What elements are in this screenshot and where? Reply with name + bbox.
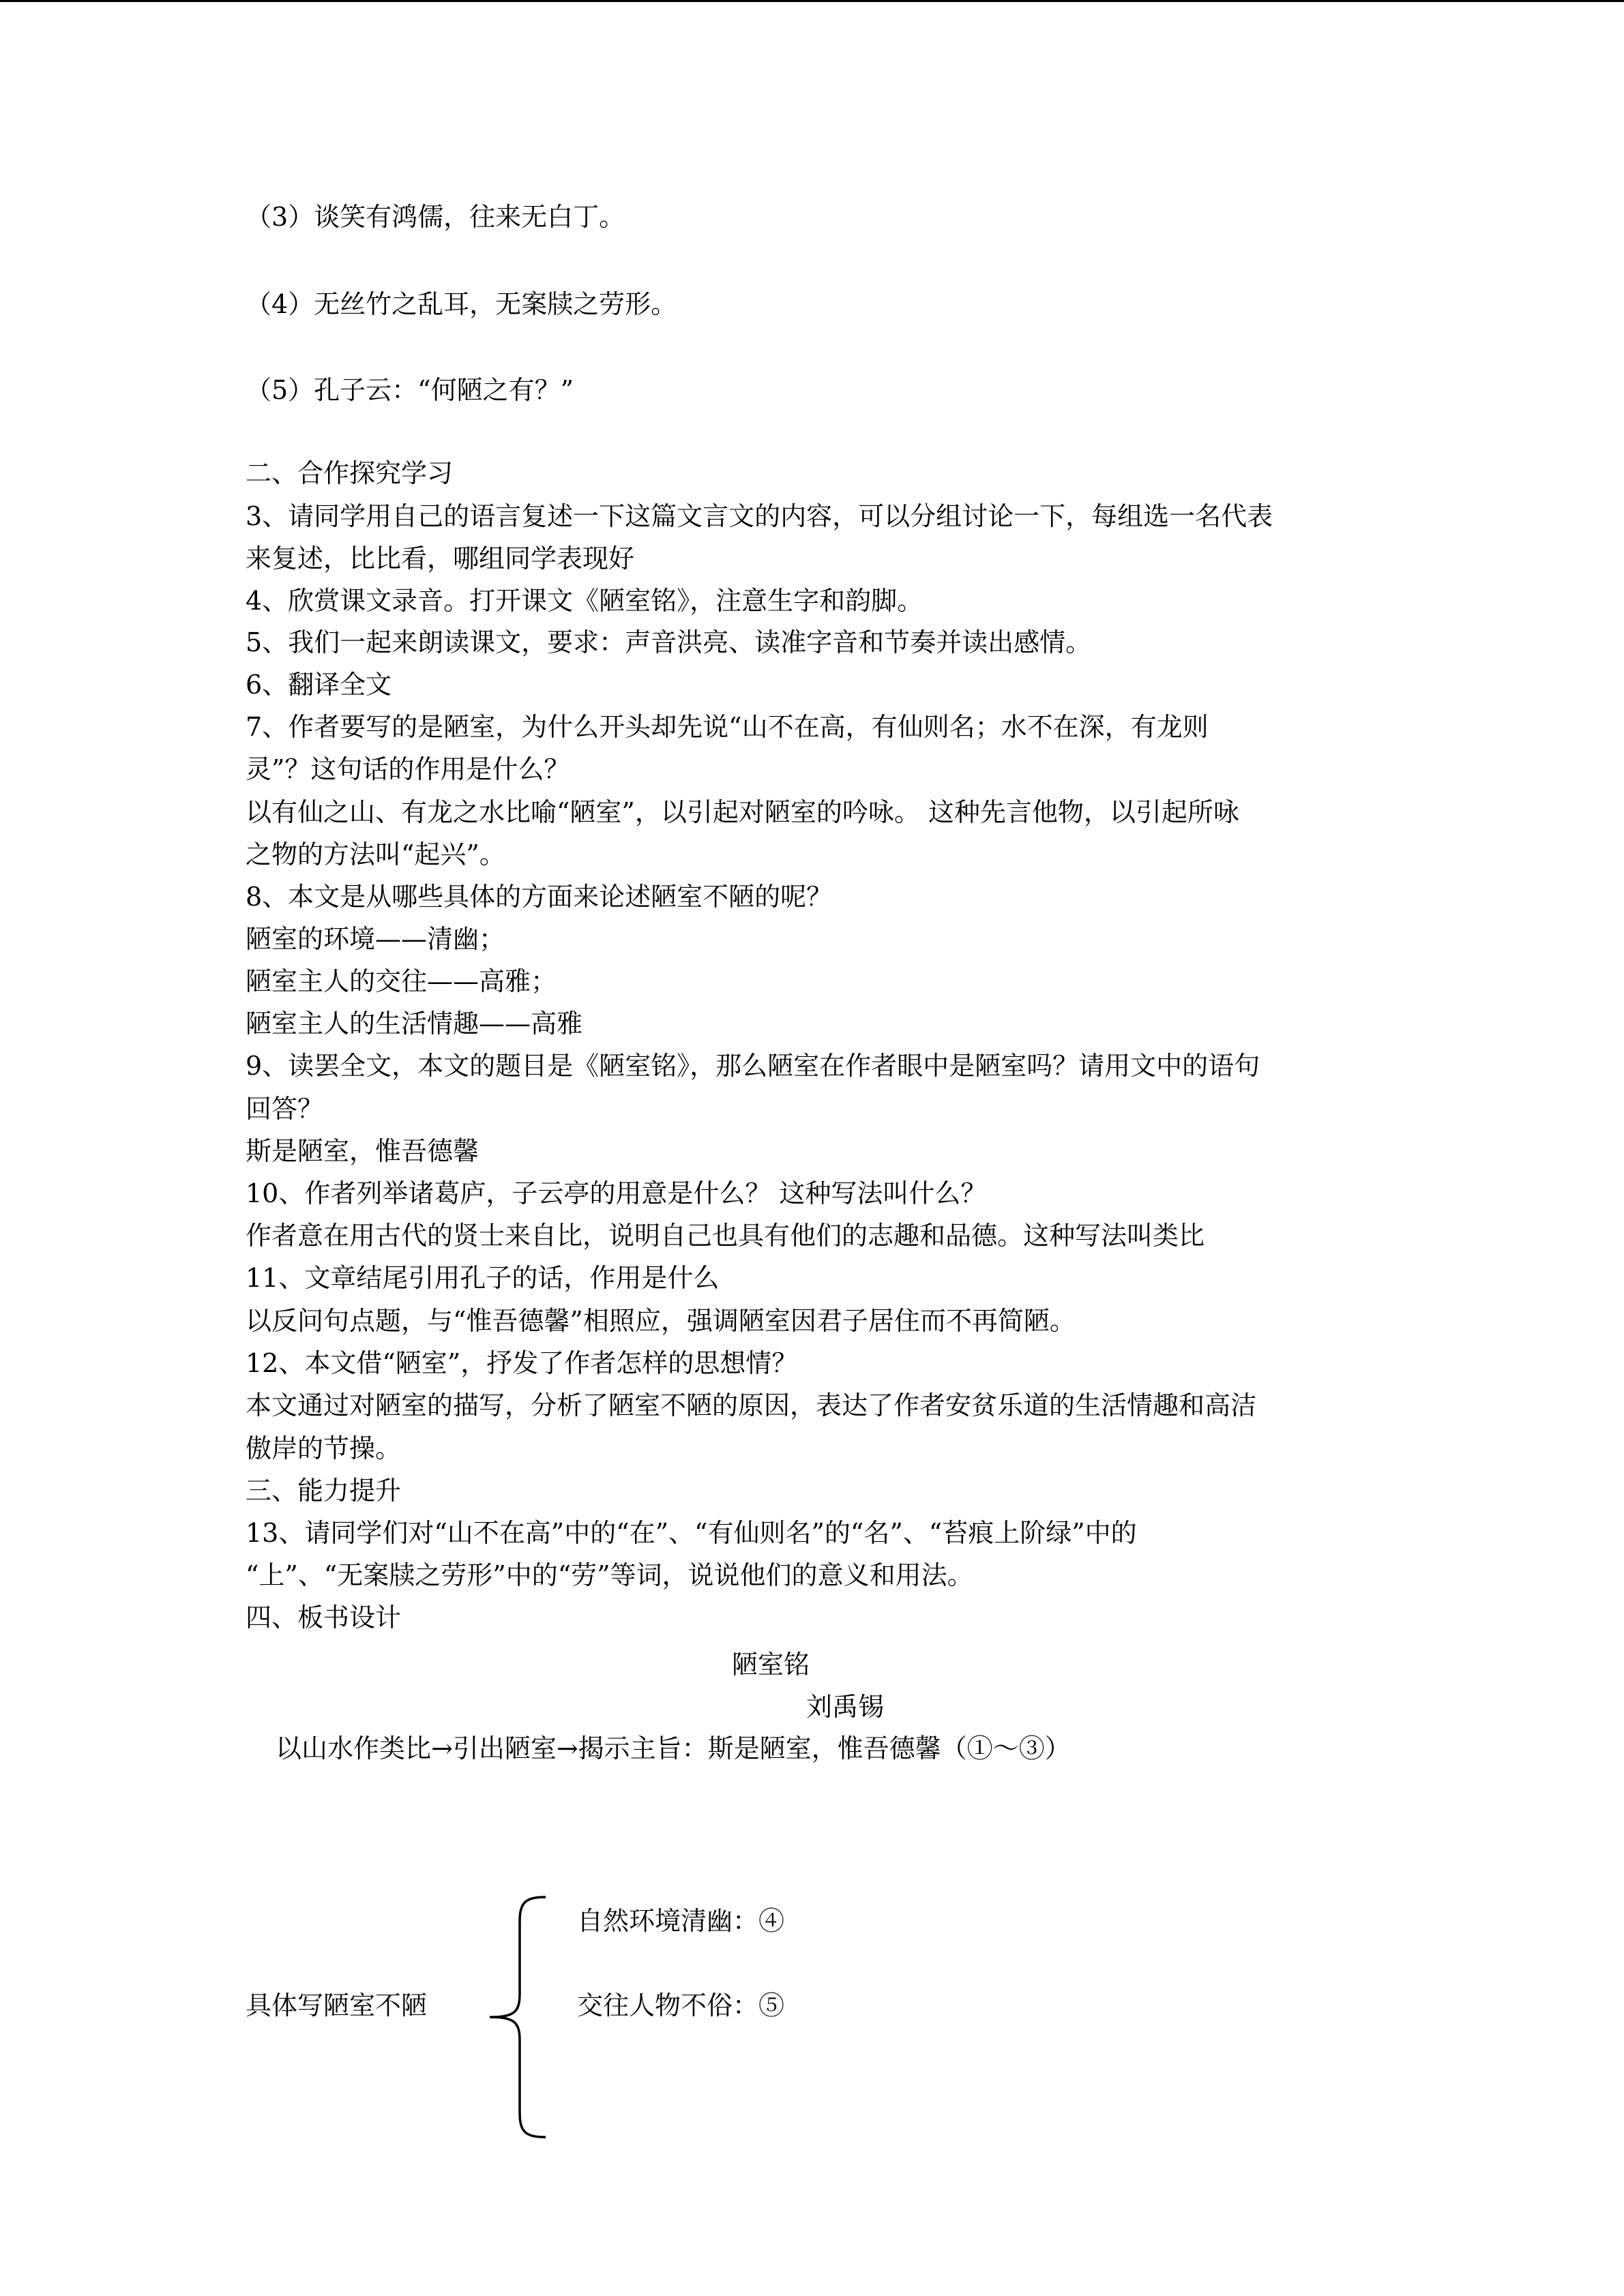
text-line: 陋室主人的生活情趣——高雅 [246,1009,583,1039]
section-heading-4: 四、板书设计 [246,1602,402,1632]
text-line: 8、本文是从哪些具体的方面来论述陋室不陋的呢？ [246,882,833,912]
curly-brace [477,1894,552,2140]
board-flow: 以山水作类比→引出陋室→揭示主旨：斯是陋室，惟吾德馨（①～③） [276,1733,1071,1763]
exercise-5: （5）孔子云：“何陋之有？” [246,375,574,405]
text-line: 5、我们一起来朗读课文，要求：声音洪亮、读准字音和节奏并读出感情。 [246,627,1092,657]
text-line: 陋室主人的交往——高雅； [246,966,557,996]
text-line: 9、读罢全文，本文的题目是《陋室铭》，那么陋室在作者眼中是陋室吗？请用文中的语句 [246,1051,1260,1081]
text-line: 3、请同学用自己的语言复述一下这篇文言文的内容，可以分组讨论一下，每组选一名代表 [246,501,1273,531]
exercise-4: （4）无丝竹之乱耳，无案牍之劳形。 [246,289,677,319]
text-line: 之物的方法叫“起兴”。 [246,839,505,869]
board-author: 刘禹锡 [806,1692,885,1722]
text-line: 13、请同学们对“山不在高”中的“在”、“有仙则名”的“名”、“苔痕上阶绿”中的 [246,1518,1137,1548]
text-line: 傲岸的节操。 [246,1433,402,1463]
board-branch-2: 交往人物不俗：⑤ [577,1991,785,2021]
text-line: 回答？ [246,1094,324,1124]
text-line: 陋室的环境——清幽； [246,924,505,954]
exercise-3: （3）谈笑有鸿儒，往来无白丁。 [246,202,625,232]
text-line: “上”、“无案牍之劳形”中的“劳”等词，说说他们的意义和用法。 [246,1560,973,1590]
text-line: 灵”？这句话的作用是什么？ [246,754,570,784]
board-branch-1: 自然环境清幽：④ [577,1906,785,1936]
text-line: 6、翻译全文 [246,670,392,700]
text-line: 12、本文借“陋室”，抒发了作者怎样的思想情？ [246,1348,798,1378]
section-heading-3: 三、能力提升 [246,1476,402,1506]
text-line: 4、欣赏课文录音。打开课文《陋室铭》，注意生字和韵脚。 [246,586,924,616]
board-main-label: 具体写陋室不陋 [246,1991,428,2021]
text-line: 11、文章结尾引用孔子的话，作用是什么 [246,1263,720,1293]
section-heading-2: 二、合作探究学习 [246,458,454,488]
board-title: 陋室铭 [732,1650,810,1680]
top-border-line [0,0,1624,2]
text-line: 本文通过对陋室的描写，分析了陋室不陋的原因，表达了作者安贫乐道的生活情趣和高洁 [246,1390,1257,1420]
text-line: 来复述，比比看，哪组同学表现好 [246,543,635,573]
text-line: 7、作者要写的是陋室，为什么开头却先说“山不在高，有仙则名；水不在深，有龙则 [246,712,1209,742]
text-line: 作者意在用古代的贤士来自比，说明自己也具有他们的志趣和品德。这种写法叫类比 [246,1221,1205,1251]
text-line: 以有仙之山、有龙之水比喻“陋室”，以引起对陋室的吟咏。 这种先言他物，以引起所咏 [246,797,1239,827]
text-line: 以反问句点题，与“惟吾德馨”相照应，强调陋室因君子居住而不再简陋。 [246,1306,1076,1336]
text-line: 斯是陋室，惟吾德馨 [246,1136,479,1166]
text-line: 10、作者列举诸葛庐，子云亭的用意是什么？ 这种写法叫什么？ [246,1178,987,1208]
